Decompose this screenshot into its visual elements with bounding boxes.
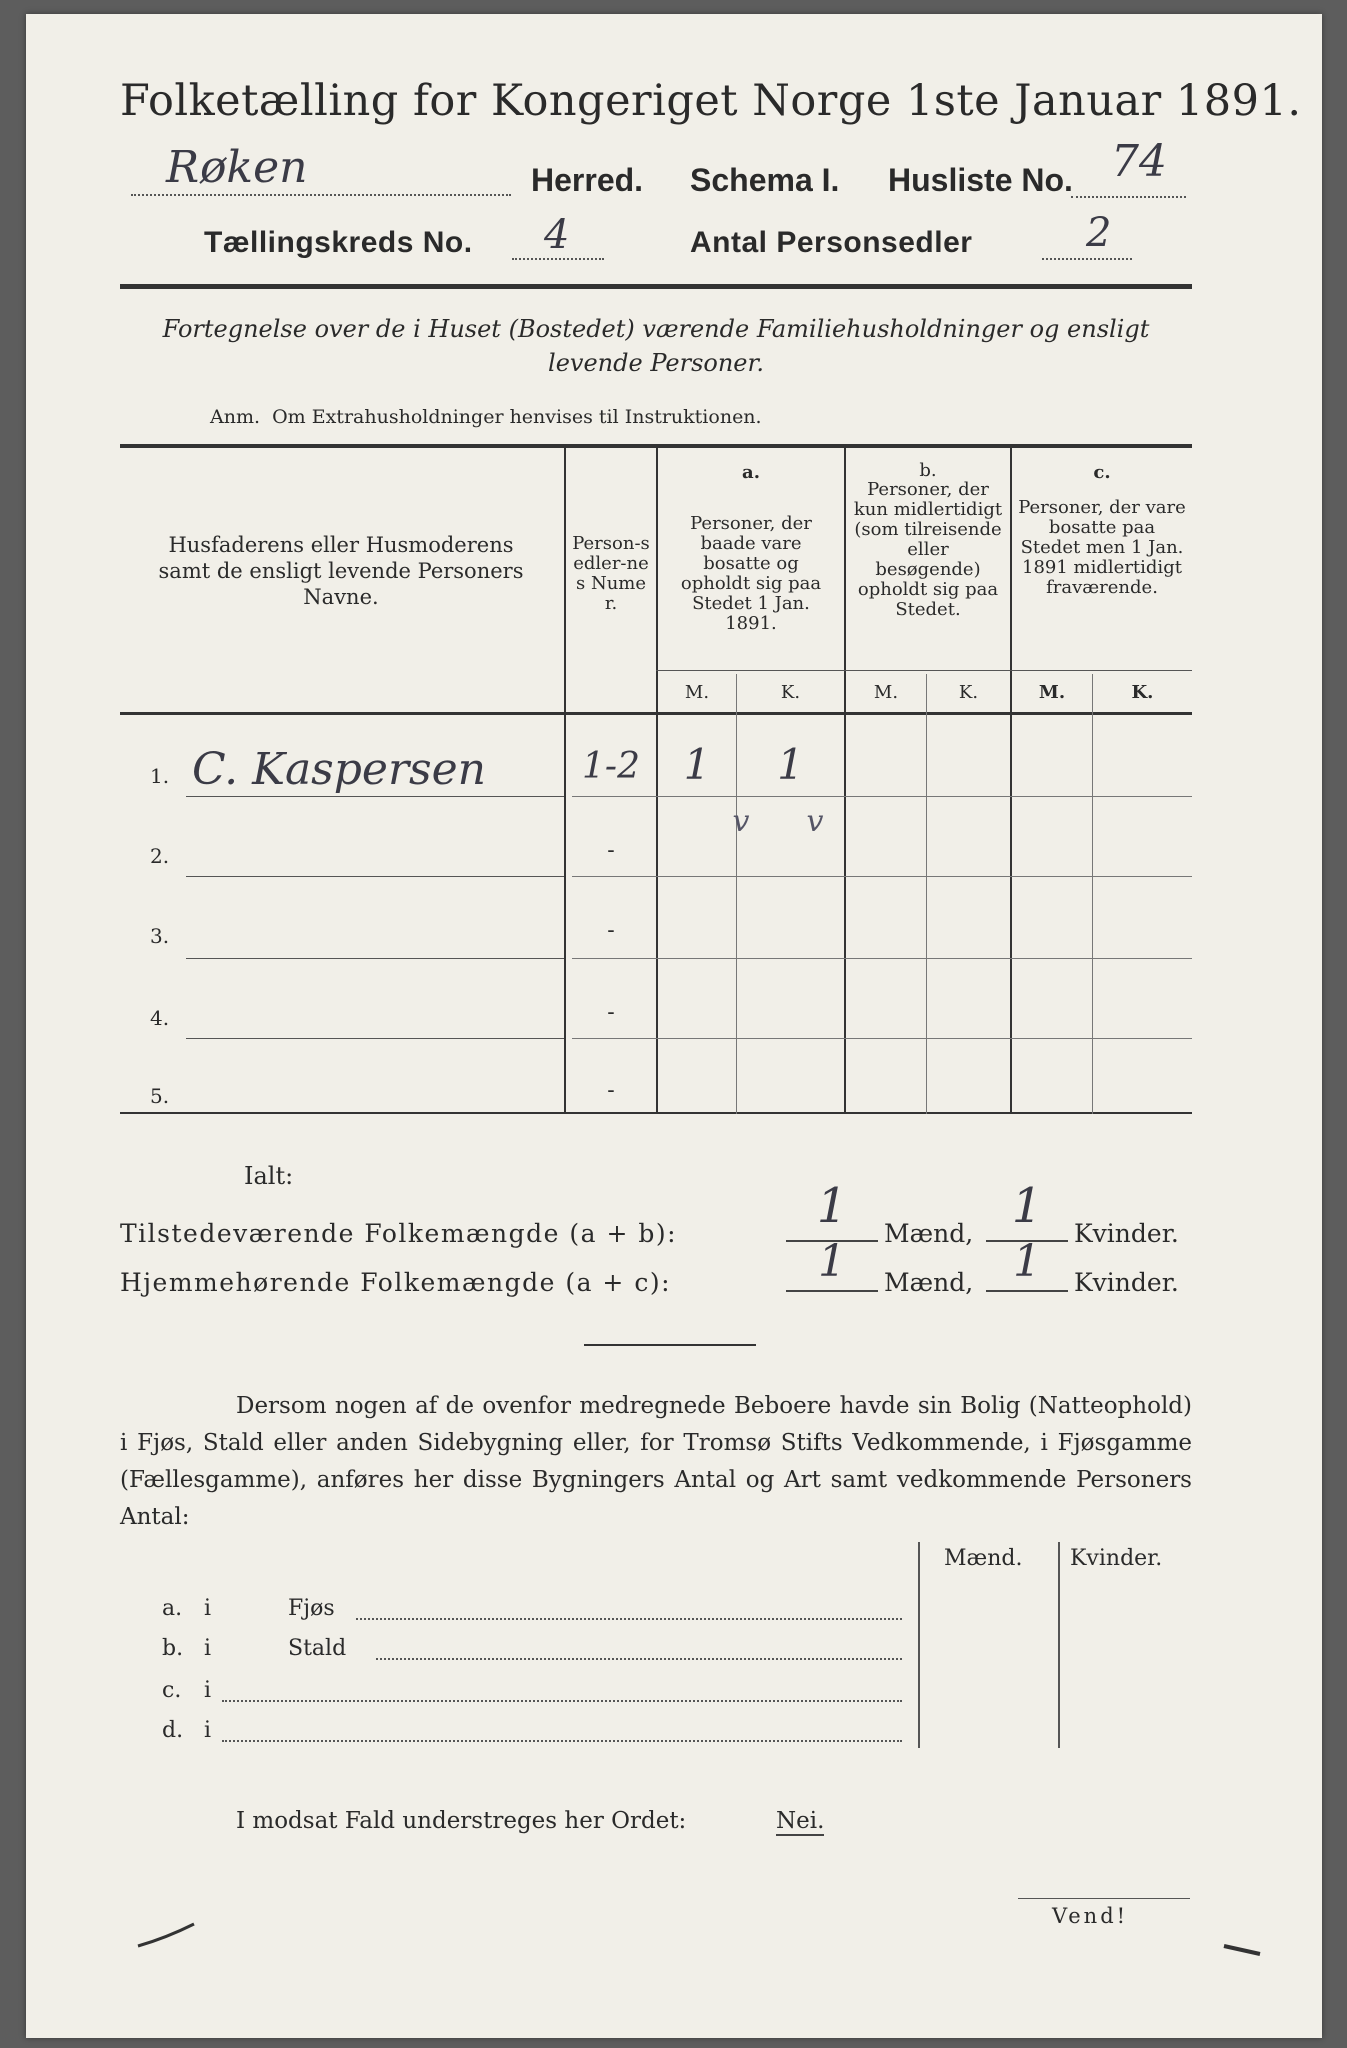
total-kvinder-label: Kvinder.	[1074, 1219, 1179, 1248]
sub-a-k: K.	[780, 682, 801, 703]
antal-label: Antal Personsedler	[690, 226, 973, 259]
kreds-label: Tællingskreds No.	[204, 226, 473, 259]
building-i: i	[204, 1718, 212, 1743]
total-kvinder-value: 1	[1011, 1178, 1043, 1234]
antal-value: 2	[1086, 210, 1112, 256]
husliste-label: Husliste No.	[888, 162, 1073, 198]
col-name-header: Husfaderens eller Husmoderens samt de ensligt levende Personers Navne.	[158, 533, 524, 609]
row-personsedler: 1-2	[582, 746, 640, 787]
section-divider	[584, 1344, 756, 1346]
nei-word: Nei.	[776, 1808, 825, 1834]
herred-label: Herred.	[531, 162, 644, 198]
row-a-m: 1	[683, 740, 711, 789]
buildings-col-kvinder: Kvinder.	[1070, 1546, 1163, 1571]
building-i: i	[204, 1636, 212, 1661]
ink-mark-icon	[136, 1920, 196, 1950]
group-a-header: Personer, der baade vare bosatte og opholdt sig paa Stedet 1 Jan. 1891.	[680, 513, 822, 634]
row-number: 2.	[150, 844, 170, 868]
total-label: Tilstedeværende Folkemængde (a + b):	[120, 1219, 678, 1248]
building-letter: d.	[162, 1718, 184, 1743]
building-letter: a.	[162, 1596, 183, 1621]
total-kvinder-label: Kvinder.	[1074, 1268, 1179, 1297]
row-a-k: v	[806, 804, 824, 839]
building-letter: c.	[162, 1678, 182, 1703]
group-c-letter: c.	[1093, 462, 1111, 483]
sub-c-m: M.	[1038, 682, 1066, 703]
husliste-value: 74	[1111, 136, 1167, 187]
sub-b-m: M.	[873, 682, 899, 703]
row-name: C. Kaspersen	[192, 744, 486, 795]
ink-mark-icon	[1222, 1940, 1262, 1960]
building-letter: b.	[162, 1636, 184, 1661]
herred-value: Røken	[166, 142, 308, 193]
census-form-page	[26, 14, 1322, 2038]
modsat-text: I modsat Fald understreges her Ordet:	[236, 1808, 687, 1834]
building-label: Stald	[288, 1636, 347, 1661]
group-c-header: Personer, der vare bosatte paa Stedet men 1 Jan. 1891 midlertidigt fraværende.	[1018, 497, 1186, 598]
group-b-header: Personer, der kun midlertidigt (som tilreisende eller besøgende) opholdt sig paa Stedet.	[853, 479, 1003, 620]
row-personsedler: -	[607, 918, 615, 943]
vend-text: Vend!	[1052, 1904, 1129, 1928]
kreds-value: 4	[544, 212, 570, 258]
row-number: 5.	[150, 1084, 170, 1108]
sub-c-k: K.	[1131, 682, 1154, 703]
col-num-header: Person-sedler-nes Numer.	[572, 533, 650, 614]
sidebygning-paragraph: Dersom nogen af de ovenfor medregnede Beboere havde sin Bolig (Natteophold) i Fjøs, Stald eller anden Sidebygning eller, for Tromsø Stifts Vedkommende, i Fjøsgamme (Fællesgamme), anføres her disse Bygningers Antal og Art samt vedkommende Personers Antal:	[120, 1393, 1192, 1530]
total-maend-label: Mænd,	[884, 1219, 974, 1248]
row-number: 4.	[150, 1006, 170, 1030]
intro-text: Fortegnelse over de i Huset (Bostedet) værende Familiehusholdninger og ensligt levende Personer.	[162, 315, 1150, 377]
row-personsedler: -	[607, 1000, 615, 1025]
row-number: 1.	[150, 764, 170, 788]
total-maend-label: Mænd,	[884, 1268, 974, 1297]
group-a-letter: a.	[742, 462, 760, 483]
group-b-letter: b.	[919, 460, 937, 481]
total-label: Hjemmehørende Folkemængde (a + c):	[120, 1268, 671, 1297]
total-kvinder-value: 1	[1013, 1236, 1041, 1287]
row-personsedler: -	[607, 838, 615, 863]
row-a-m: v	[732, 804, 750, 839]
building-i: i	[204, 1678, 212, 1703]
form-title: Folketælling for Kongeriget Norge 1ste Januar 1891.	[120, 76, 1302, 126]
building-label: Fjøs	[288, 1596, 335, 1621]
row-number: 3.	[150, 924, 170, 948]
row-a-k: 1	[777, 740, 804, 789]
ialt-label: Ialt:	[244, 1162, 294, 1190]
sub-a-m: M.	[684, 682, 710, 703]
building-i: i	[204, 1596, 212, 1621]
row-personsedler: -	[607, 1078, 615, 1103]
anm-note: Anm. Om Extrahusholdninger henvises til Instruktionen.	[210, 406, 762, 428]
sub-b-k: K.	[958, 682, 979, 703]
total-maend-value: 1	[818, 1236, 846, 1287]
total-maend-value: 1	[816, 1178, 848, 1234]
buildings-col-maend: Mænd.	[944, 1546, 1023, 1571]
schema-label: Schema I.	[690, 162, 840, 198]
